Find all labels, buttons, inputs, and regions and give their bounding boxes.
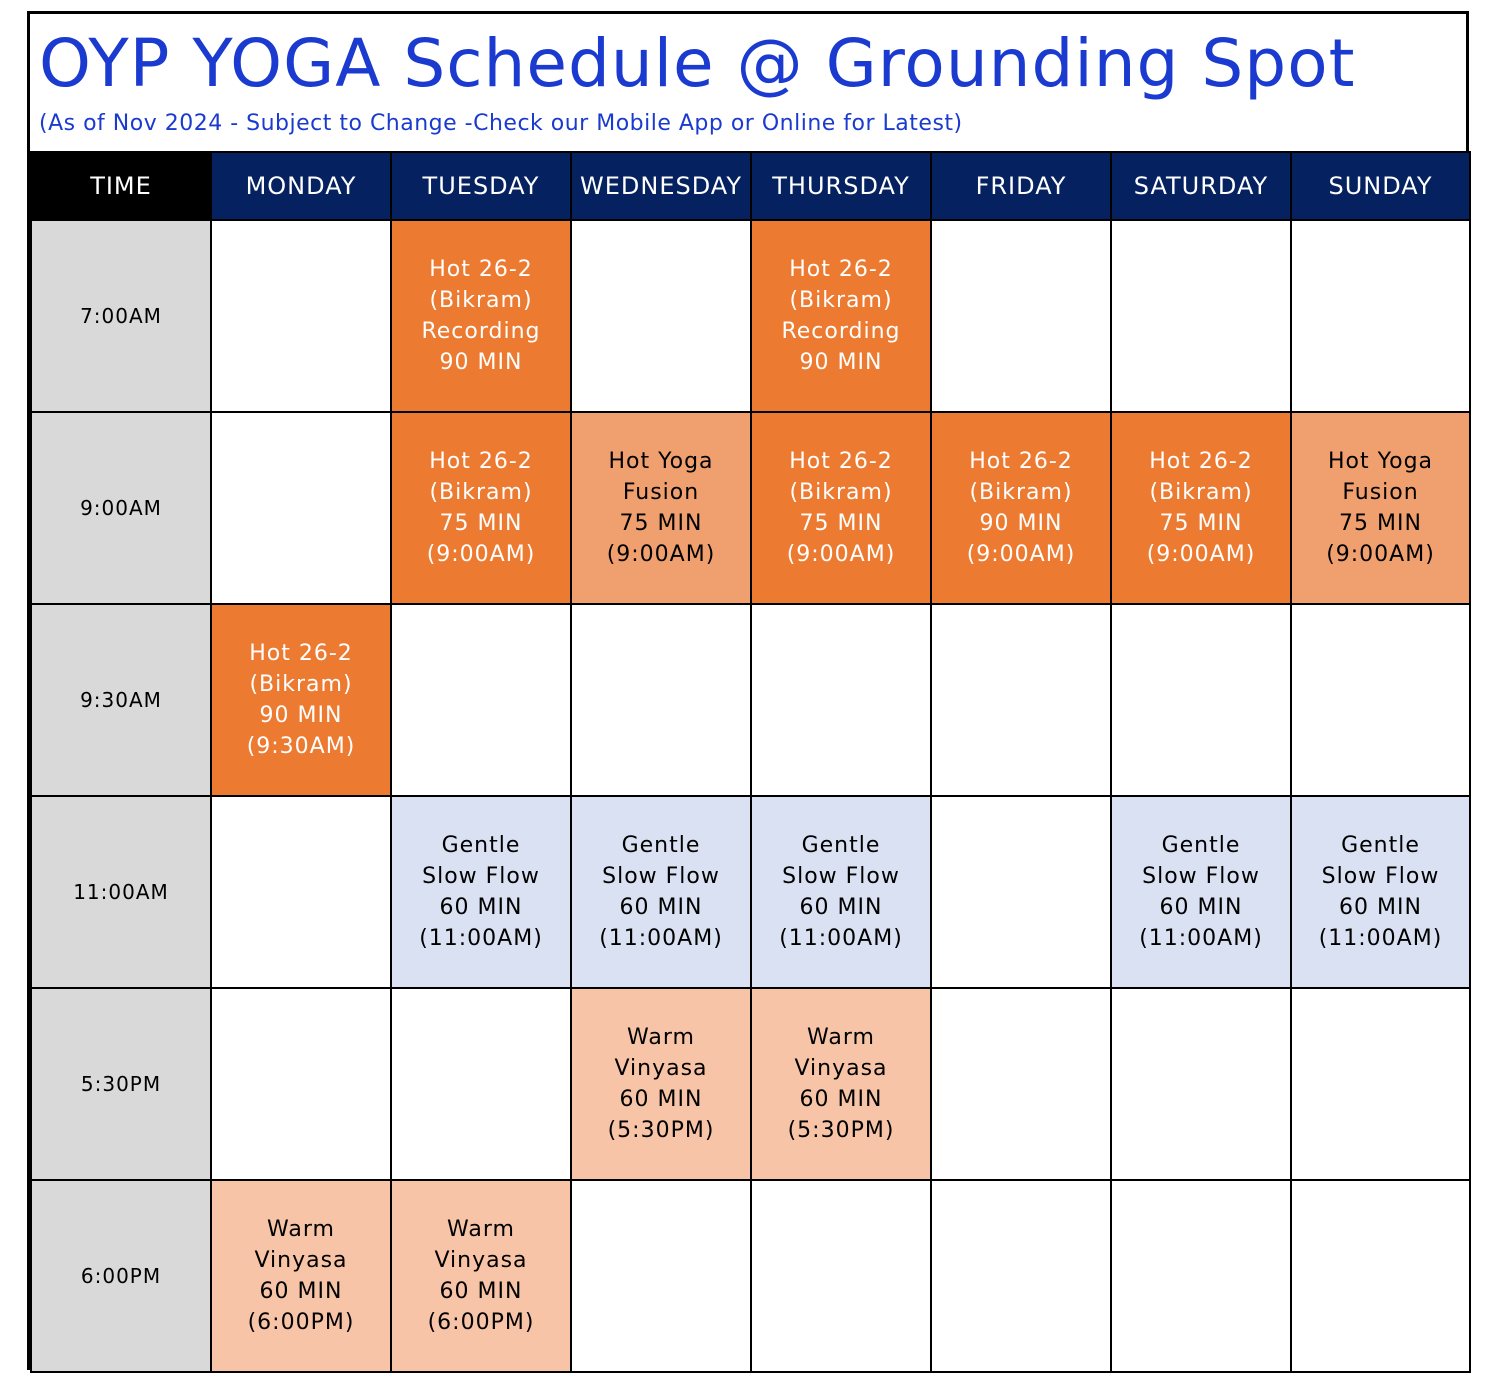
- class-text-line: 90 MIN: [439, 350, 523, 375]
- class-text-line: (9:00AM): [606, 542, 716, 567]
- class-text-line: (9:00AM): [1146, 542, 1256, 567]
- class-cell-friday: [931, 412, 1111, 604]
- class-text-line: 75 MIN: [1159, 511, 1243, 536]
- class-text-line: (Bikram): [789, 480, 893, 505]
- class-text-line: Slow Flow: [1142, 864, 1260, 889]
- column-header-tuesday: TUESDAY: [391, 152, 571, 220]
- class-text-line: Hot 26-2: [429, 449, 533, 474]
- class-text-line: 75 MIN: [799, 511, 883, 536]
- empty-slot: [931, 988, 1111, 1180]
- title-area: [30, 14, 1466, 151]
- class-cell-tuesday: [391, 412, 571, 604]
- class-text-line: (11:00AM): [599, 926, 723, 951]
- class-text-line: Recording: [421, 319, 541, 344]
- class-cell-wednesday: [571, 988, 751, 1180]
- class-text-line: 60 MIN: [799, 1087, 883, 1112]
- class-cell-monday: [211, 1180, 391, 1372]
- class-text-line: Hot 26-2: [249, 641, 353, 666]
- class-text-line: Gentle: [1161, 833, 1241, 858]
- class-text-line: Fusion: [622, 480, 700, 505]
- class-text-line: (6:00PM): [247, 1310, 355, 1335]
- class-text-line: 90 MIN: [979, 511, 1063, 536]
- class-text-line: Hot 26-2: [789, 257, 893, 282]
- column-header-monday: MONDAY: [211, 152, 391, 220]
- time-slot-label: 9:00AM: [31, 412, 211, 604]
- empty-slot: [1111, 1180, 1291, 1372]
- class-text-line: Hot Yoga: [1327, 449, 1434, 474]
- class-text-line: Recording: [781, 319, 901, 344]
- class-text-line: (Bikram): [249, 672, 353, 697]
- schedule-sheet: [27, 11, 1469, 1370]
- class-text-line: (9:00AM): [1326, 542, 1435, 567]
- class-cell-wednesday: [571, 412, 751, 604]
- empty-slot: [211, 412, 391, 604]
- class-cell-saturday: [1111, 796, 1291, 988]
- empty-slot: [1291, 604, 1470, 796]
- time-slot-label: 5:30PM: [31, 988, 211, 1180]
- page-subtitle: (As of Nov 2024 - Subject to Change -Check our Mobile App or Online for Latest): [39, 111, 963, 136]
- class-text-line: (11:00AM): [1139, 926, 1263, 951]
- class-text-line: (9:30AM): [246, 734, 356, 759]
- class-cell-thursday: [751, 220, 931, 412]
- column-header-sunday: SUNDAY: [1291, 152, 1470, 220]
- class-text-line: Vinyasa: [794, 1056, 888, 1081]
- class-text-line: (9:00AM): [426, 542, 536, 567]
- column-header-saturday: SATURDAY: [1111, 152, 1291, 220]
- class-text-line: Hot Yoga: [608, 449, 714, 474]
- empty-slot: [1111, 604, 1291, 796]
- class-text-line: Gentle: [1341, 833, 1420, 858]
- empty-slot: [931, 796, 1111, 988]
- column-header-thursday: THURSDAY: [751, 152, 931, 220]
- empty-slot: [1291, 1180, 1470, 1372]
- empty-slot: [931, 1180, 1111, 1372]
- empty-slot: [571, 220, 751, 412]
- empty-slot: [1111, 988, 1291, 1180]
- class-text-line: (9:00AM): [786, 542, 896, 567]
- time-slot-label: 7:00AM: [31, 220, 211, 412]
- class-text-line: Gentle: [621, 833, 701, 858]
- class-cell-sunday: [1291, 796, 1470, 988]
- header-row: [31, 152, 1470, 220]
- class-text-line: 60 MIN: [1159, 895, 1243, 920]
- class-text-line: 60 MIN: [619, 895, 703, 920]
- class-cell-thursday: [751, 412, 931, 604]
- class-text-line: Slow Flow: [782, 864, 900, 889]
- empty-slot: [391, 604, 571, 796]
- class-text-line: Warm: [807, 1025, 875, 1050]
- class-cell-monday: [211, 604, 391, 796]
- table-row: [31, 1180, 1470, 1372]
- class-text-line: (Bikram): [429, 480, 533, 505]
- table-row: [31, 796, 1470, 988]
- table-row: [31, 988, 1470, 1180]
- schedule-table: [30, 151, 1471, 1373]
- class-text-line: 90 MIN: [259, 703, 343, 728]
- class-cell-sunday: [1291, 412, 1470, 604]
- schedule-body: [31, 220, 1470, 1372]
- class-text-line: 60 MIN: [619, 1087, 703, 1112]
- empty-slot: [391, 988, 571, 1180]
- column-header-time: TIME: [31, 152, 211, 220]
- class-text-line: Gentle: [441, 833, 521, 858]
- class-text-line: (11:00AM): [419, 926, 543, 951]
- class-text-line: (5:30PM): [787, 1118, 895, 1143]
- class-text-line: 60 MIN: [439, 1279, 523, 1304]
- table-row: [31, 412, 1470, 604]
- class-text-line: 90 MIN: [799, 350, 883, 375]
- empty-slot: [211, 988, 391, 1180]
- empty-slot: [931, 220, 1111, 412]
- class-text-line: 60 MIN: [259, 1279, 343, 1304]
- empty-slot: [1291, 988, 1470, 1180]
- time-slot-label: 6:00PM: [31, 1180, 211, 1372]
- time-slot-label: 11:00AM: [31, 796, 211, 988]
- class-text-line: 75 MIN: [619, 511, 703, 536]
- empty-slot: [751, 1180, 931, 1372]
- class-cell-thursday: [751, 796, 931, 988]
- page-title: OYP YOGA Schedule @ Grounding Spot: [39, 25, 1356, 102]
- empty-slot: [1291, 220, 1470, 412]
- class-text-line: Warm: [447, 1217, 515, 1242]
- class-text-line: (11:00AM): [779, 926, 903, 951]
- class-cell-wednesday: [571, 796, 751, 988]
- class-text-line: 60 MIN: [799, 895, 883, 920]
- class-text-line: (11:00AM): [1318, 926, 1443, 951]
- empty-slot: [211, 220, 391, 412]
- class-cell-tuesday: [391, 1180, 571, 1372]
- time-slot-label: 9:30AM: [31, 604, 211, 796]
- class-text-line: 60 MIN: [439, 895, 523, 920]
- class-cell-tuesday: [391, 220, 571, 412]
- class-text-line: (Bikram): [1149, 480, 1253, 505]
- class-text-line: Slow Flow: [422, 864, 540, 889]
- empty-slot: [1111, 220, 1291, 412]
- class-text-line: Vinyasa: [434, 1248, 528, 1273]
- class-text-line: Vinyasa: [254, 1248, 348, 1273]
- empty-slot: [571, 604, 751, 796]
- empty-slot: [211, 796, 391, 988]
- class-text-line: Slow Flow: [1321, 864, 1440, 889]
- class-text-line: (9:00AM): [966, 542, 1076, 567]
- empty-slot: [751, 604, 931, 796]
- class-text-line: Gentle: [801, 833, 881, 858]
- column-header-wednesday: WEDNESDAY: [571, 152, 751, 220]
- class-text-line: (Bikram): [969, 480, 1073, 505]
- class-text-line: Hot 26-2: [969, 449, 1073, 474]
- class-text-line: 75 MIN: [439, 511, 523, 536]
- class-text-line: (6:00PM): [427, 1310, 535, 1335]
- class-cell-tuesday: [391, 796, 571, 988]
- empty-slot: [571, 1180, 751, 1372]
- class-text-line: Warm: [267, 1217, 335, 1242]
- class-text-line: Slow Flow: [602, 864, 720, 889]
- class-text-line: Hot 26-2: [1149, 449, 1253, 474]
- table-row: [31, 220, 1470, 412]
- class-text-line: (5:30PM): [607, 1118, 715, 1143]
- class-text-line: Hot 26-2: [789, 449, 893, 474]
- class-text-line: Vinyasa: [614, 1056, 708, 1081]
- class-text-line: (Bikram): [429, 288, 533, 313]
- class-text-line: (Bikram): [789, 288, 893, 313]
- class-text-line: Fusion: [1342, 480, 1419, 505]
- class-text-line: 75 MIN: [1339, 511, 1422, 536]
- column-header-friday: FRIDAY: [931, 152, 1111, 220]
- class-text-line: 60 MIN: [1339, 895, 1422, 920]
- class-cell-thursday: [751, 988, 931, 1180]
- table-row: [31, 604, 1470, 796]
- class-cell-saturday: [1111, 412, 1291, 604]
- class-text-line: Warm: [627, 1025, 695, 1050]
- empty-slot: [931, 604, 1111, 796]
- class-text-line: Hot 26-2: [429, 257, 533, 282]
